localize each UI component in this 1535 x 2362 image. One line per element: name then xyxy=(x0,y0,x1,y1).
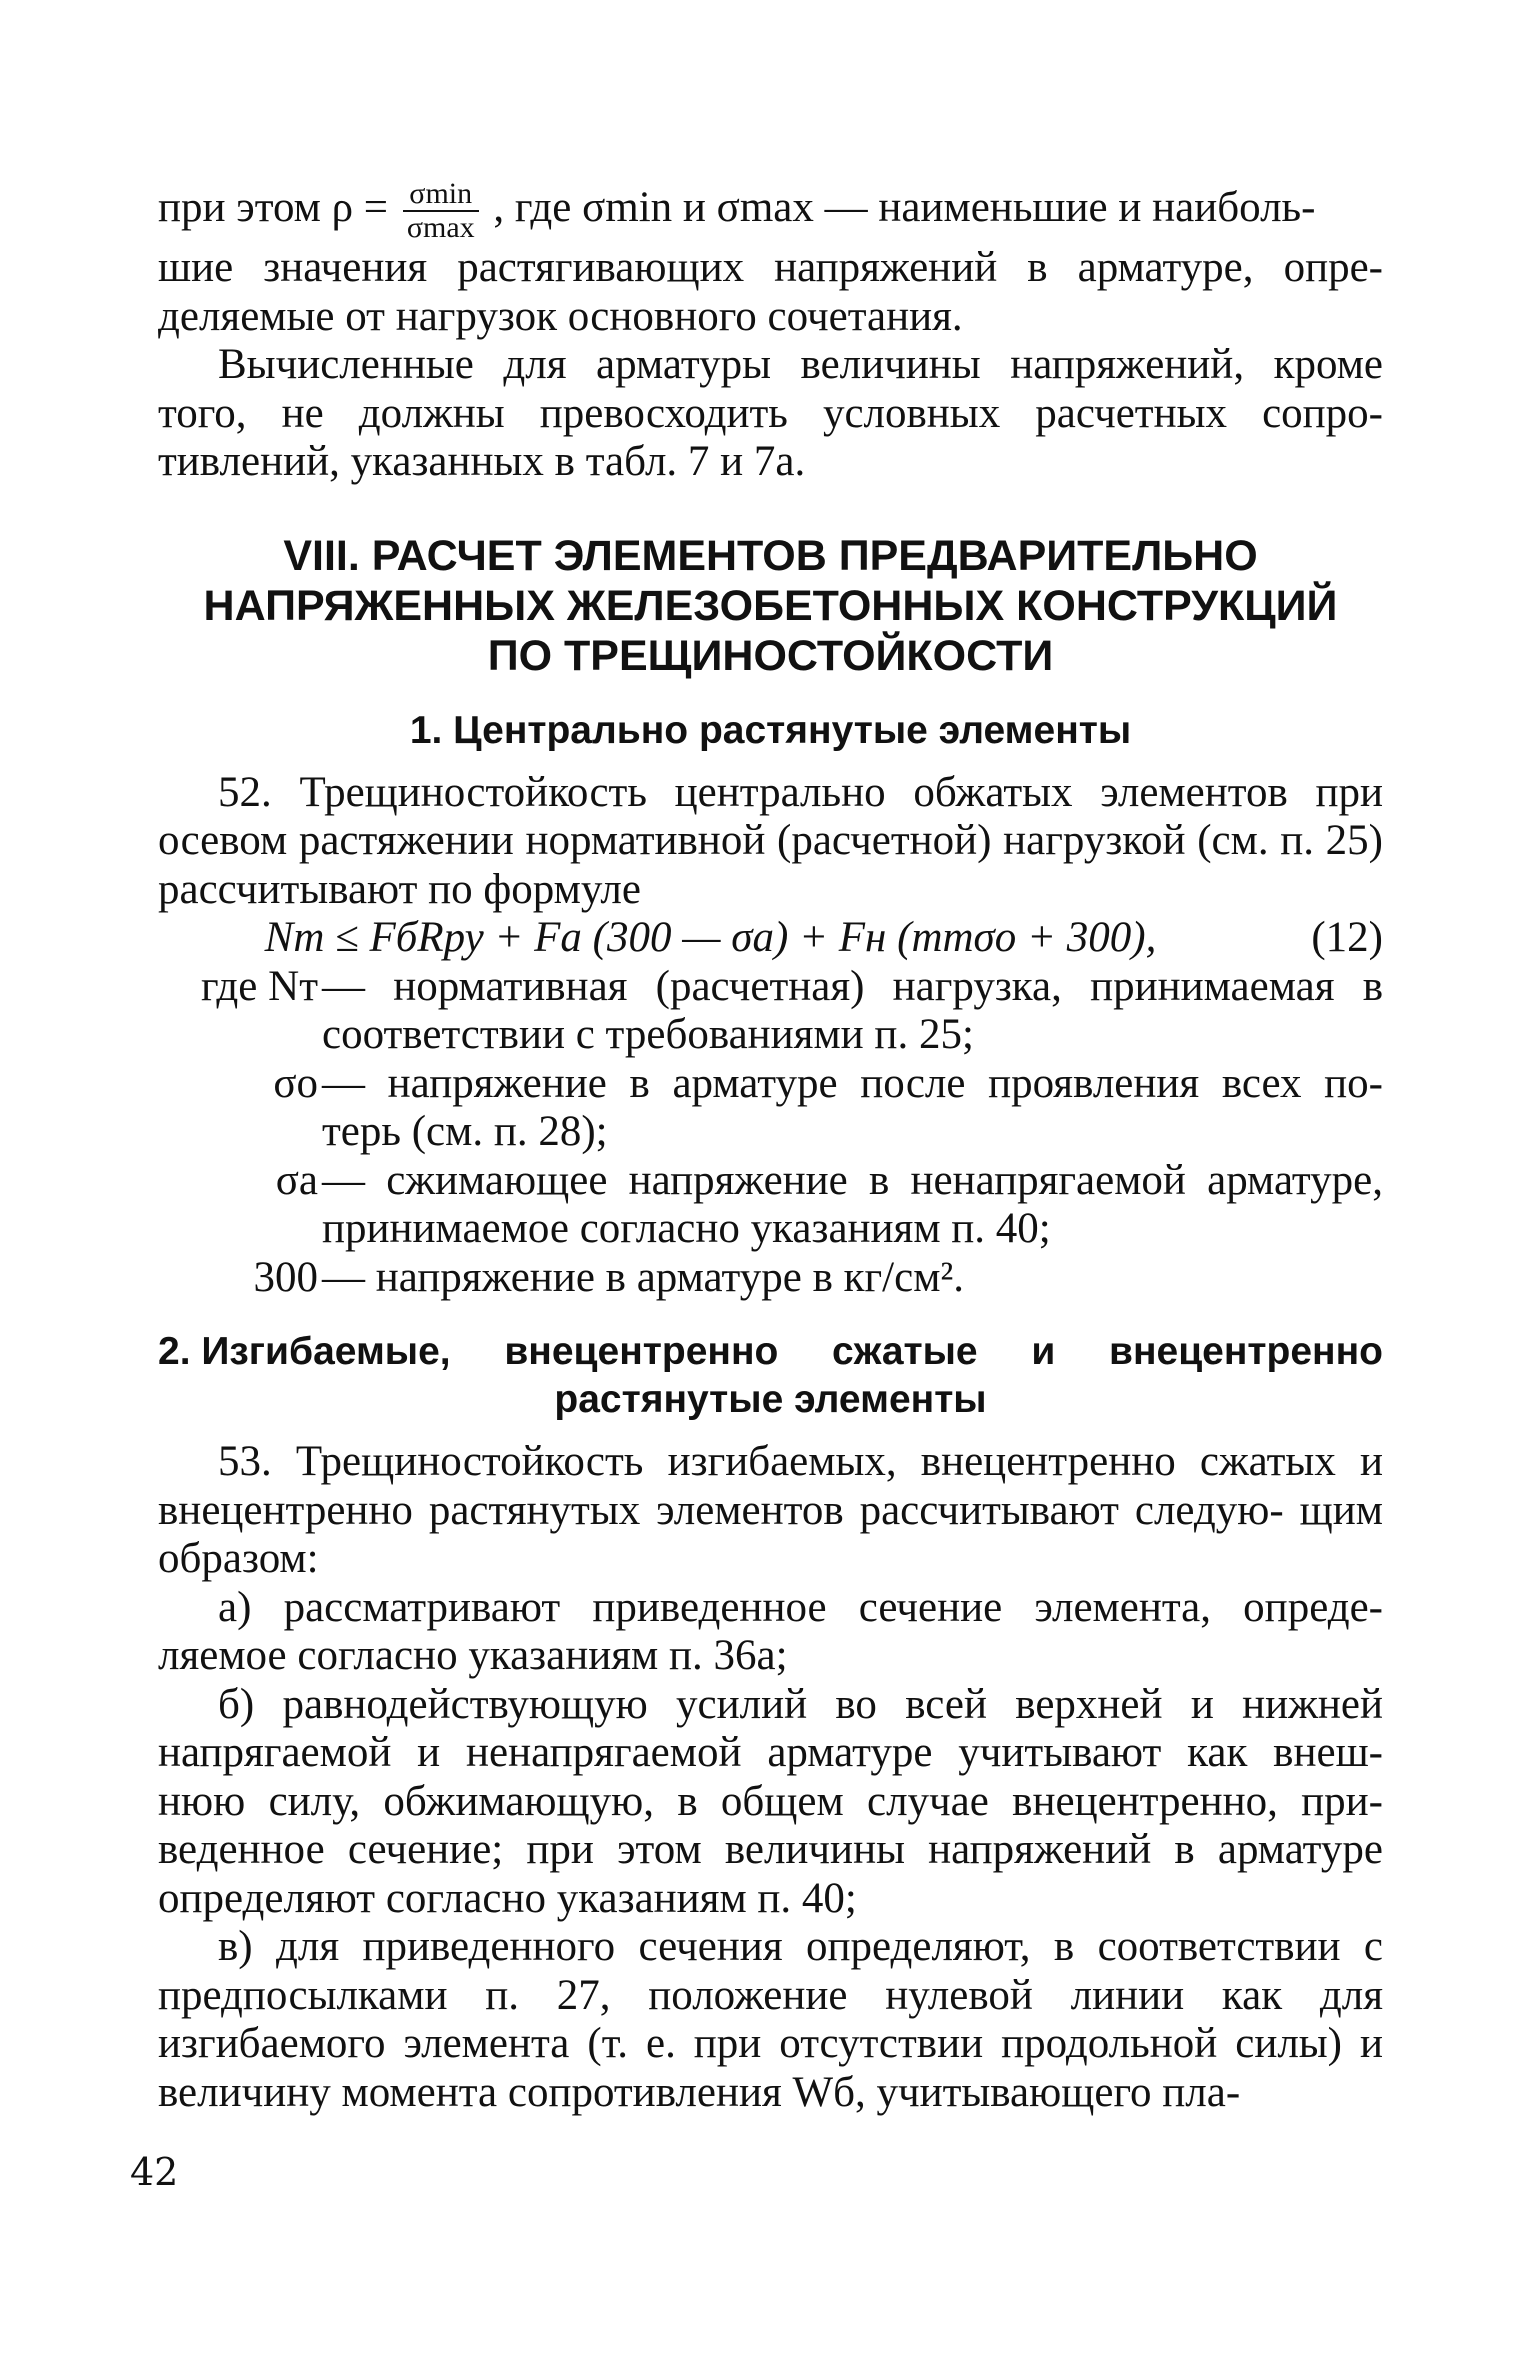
definition-symbol: σо xyxy=(273,1059,318,1107)
item-b: б) равнодействующую усилий во всей верхней и нижней напрягаемой и ненапрягаемой арматуре учитывают как внеш- нюю силу, обжимающую, в общем случае внецентренно, при- веденное сечение; при этом величины напряжений в арматуре определяют согласно указаниям п. 40; xyxy=(158,1680,1383,1922)
section-8-heading-line-3: ПО ТРЕЩИНОСТОЙКОСТИ xyxy=(487,631,1054,680)
rho-fraction xyxy=(403,178,479,244)
definition-text: — сжимающее напряжение в ненапрягаемой арматуре, принимаемое согласно указаниям п. 40; xyxy=(322,1156,1383,1252)
intro-line-1 xyxy=(158,178,1383,244)
heading-word: и xyxy=(1031,1330,1056,1373)
heading-word: внецентренно xyxy=(1108,1330,1383,1373)
heading-word: 2. Изгибаемые, xyxy=(158,1330,451,1373)
item-v: в) для приведенного сечения определяют, в соответствии с предпосылками п. 27, положение нулевой линии как для изгибаемого элемента (т. е. при отсутствии продольной силы) и величину момента сопротивления Wб, учитывающего пла- xyxy=(158,1923,1383,2116)
definition-text: — напряжение в арматуре в кг/см². xyxy=(322,1253,965,1301)
page-body xyxy=(158,178,1383,2117)
fraction-numerator: σmin xyxy=(403,178,479,212)
page-number: 42 xyxy=(130,2150,179,2194)
definition-item xyxy=(158,1254,1383,1303)
definition-item xyxy=(158,1060,1383,1157)
definition-symbol: где Nт xyxy=(200,962,318,1010)
section-8-heading-line-2: НАПРЯЖЕННЫХ ЖЕЛЕЗОБЕТОННЫХ КОНСТРУКЦИЙ xyxy=(203,581,1338,630)
section-8-heading xyxy=(158,531,1383,681)
formula-12-number: (12) xyxy=(1311,914,1383,961)
paragraph-computed-stresses: Вычисленные для арматуры величины напряжений, кроме того, не должны превосходить условных расчетных сопро- тивлений, указанных в табл. 7 и 7а. xyxy=(158,341,1383,485)
definition-item xyxy=(158,963,1383,1060)
definition-text: — напряжение в арматуре после проявления всех по- терь (см. п. 28); xyxy=(322,1059,1383,1155)
definition-item xyxy=(158,1157,1383,1254)
formula-12-expression: Nт ≤ FбRру + Fа (300 — σа) + Fн (mтσо + 300), xyxy=(264,914,1157,961)
formula-definitions xyxy=(158,963,1383,1303)
definition-symbol: 300 xyxy=(253,1253,318,1301)
subsection-2-heading xyxy=(158,1328,1383,1424)
intro-line-1-start: при этом ρ = xyxy=(158,183,389,231)
item-a: а) рассматривают приведенное сечение элемента, опреде- ляемое согласно указаниям п. 36а; xyxy=(158,1583,1383,1679)
fraction-denominator: σmax xyxy=(406,211,475,244)
subsection-1-heading: 1. Центрально растянутые элементы xyxy=(409,708,1132,752)
section-8-heading-line-1: VIII. РАСЧЕТ ЭЛЕМЕНТОВ ПРЕДВАРИТЕЛЬНО xyxy=(283,531,1258,580)
subsection-2-heading-line-1 xyxy=(158,1328,1383,1376)
intro-rest: шие значения растягивающих напряжений в арматуре, опре- деляемые от нагрузок основного сочетания. xyxy=(158,244,1383,340)
definition-symbol: σа xyxy=(275,1156,318,1204)
heading-word: сжатые xyxy=(832,1330,978,1373)
heading-word: внецентренно xyxy=(504,1330,779,1373)
subsection-2-heading-line-2: растянутые элементы xyxy=(554,1378,987,1421)
formula-12 xyxy=(158,914,1383,963)
paragraph-52: 52. Трещиностойкость центрально обжатых элементов при осевом растяжении нормативной (расчетной) нагрузкой (см. п. 25) рассчитывают по формуле xyxy=(158,768,1383,913)
definition-text: — нормативная (расчетная) нагрузка, принимаемая в соответствии с требованиями п. 25; xyxy=(322,962,1383,1058)
paragraph-53: 53. Трещиностойкость изгибаемых, внецентренно сжатых и внецентренно растянутых элементов рассчитывают следую- щим образом: xyxy=(158,1438,1383,1582)
intro-line-1-end: , где σmin и σmax — наименьшие и наиболь- xyxy=(493,183,1316,231)
